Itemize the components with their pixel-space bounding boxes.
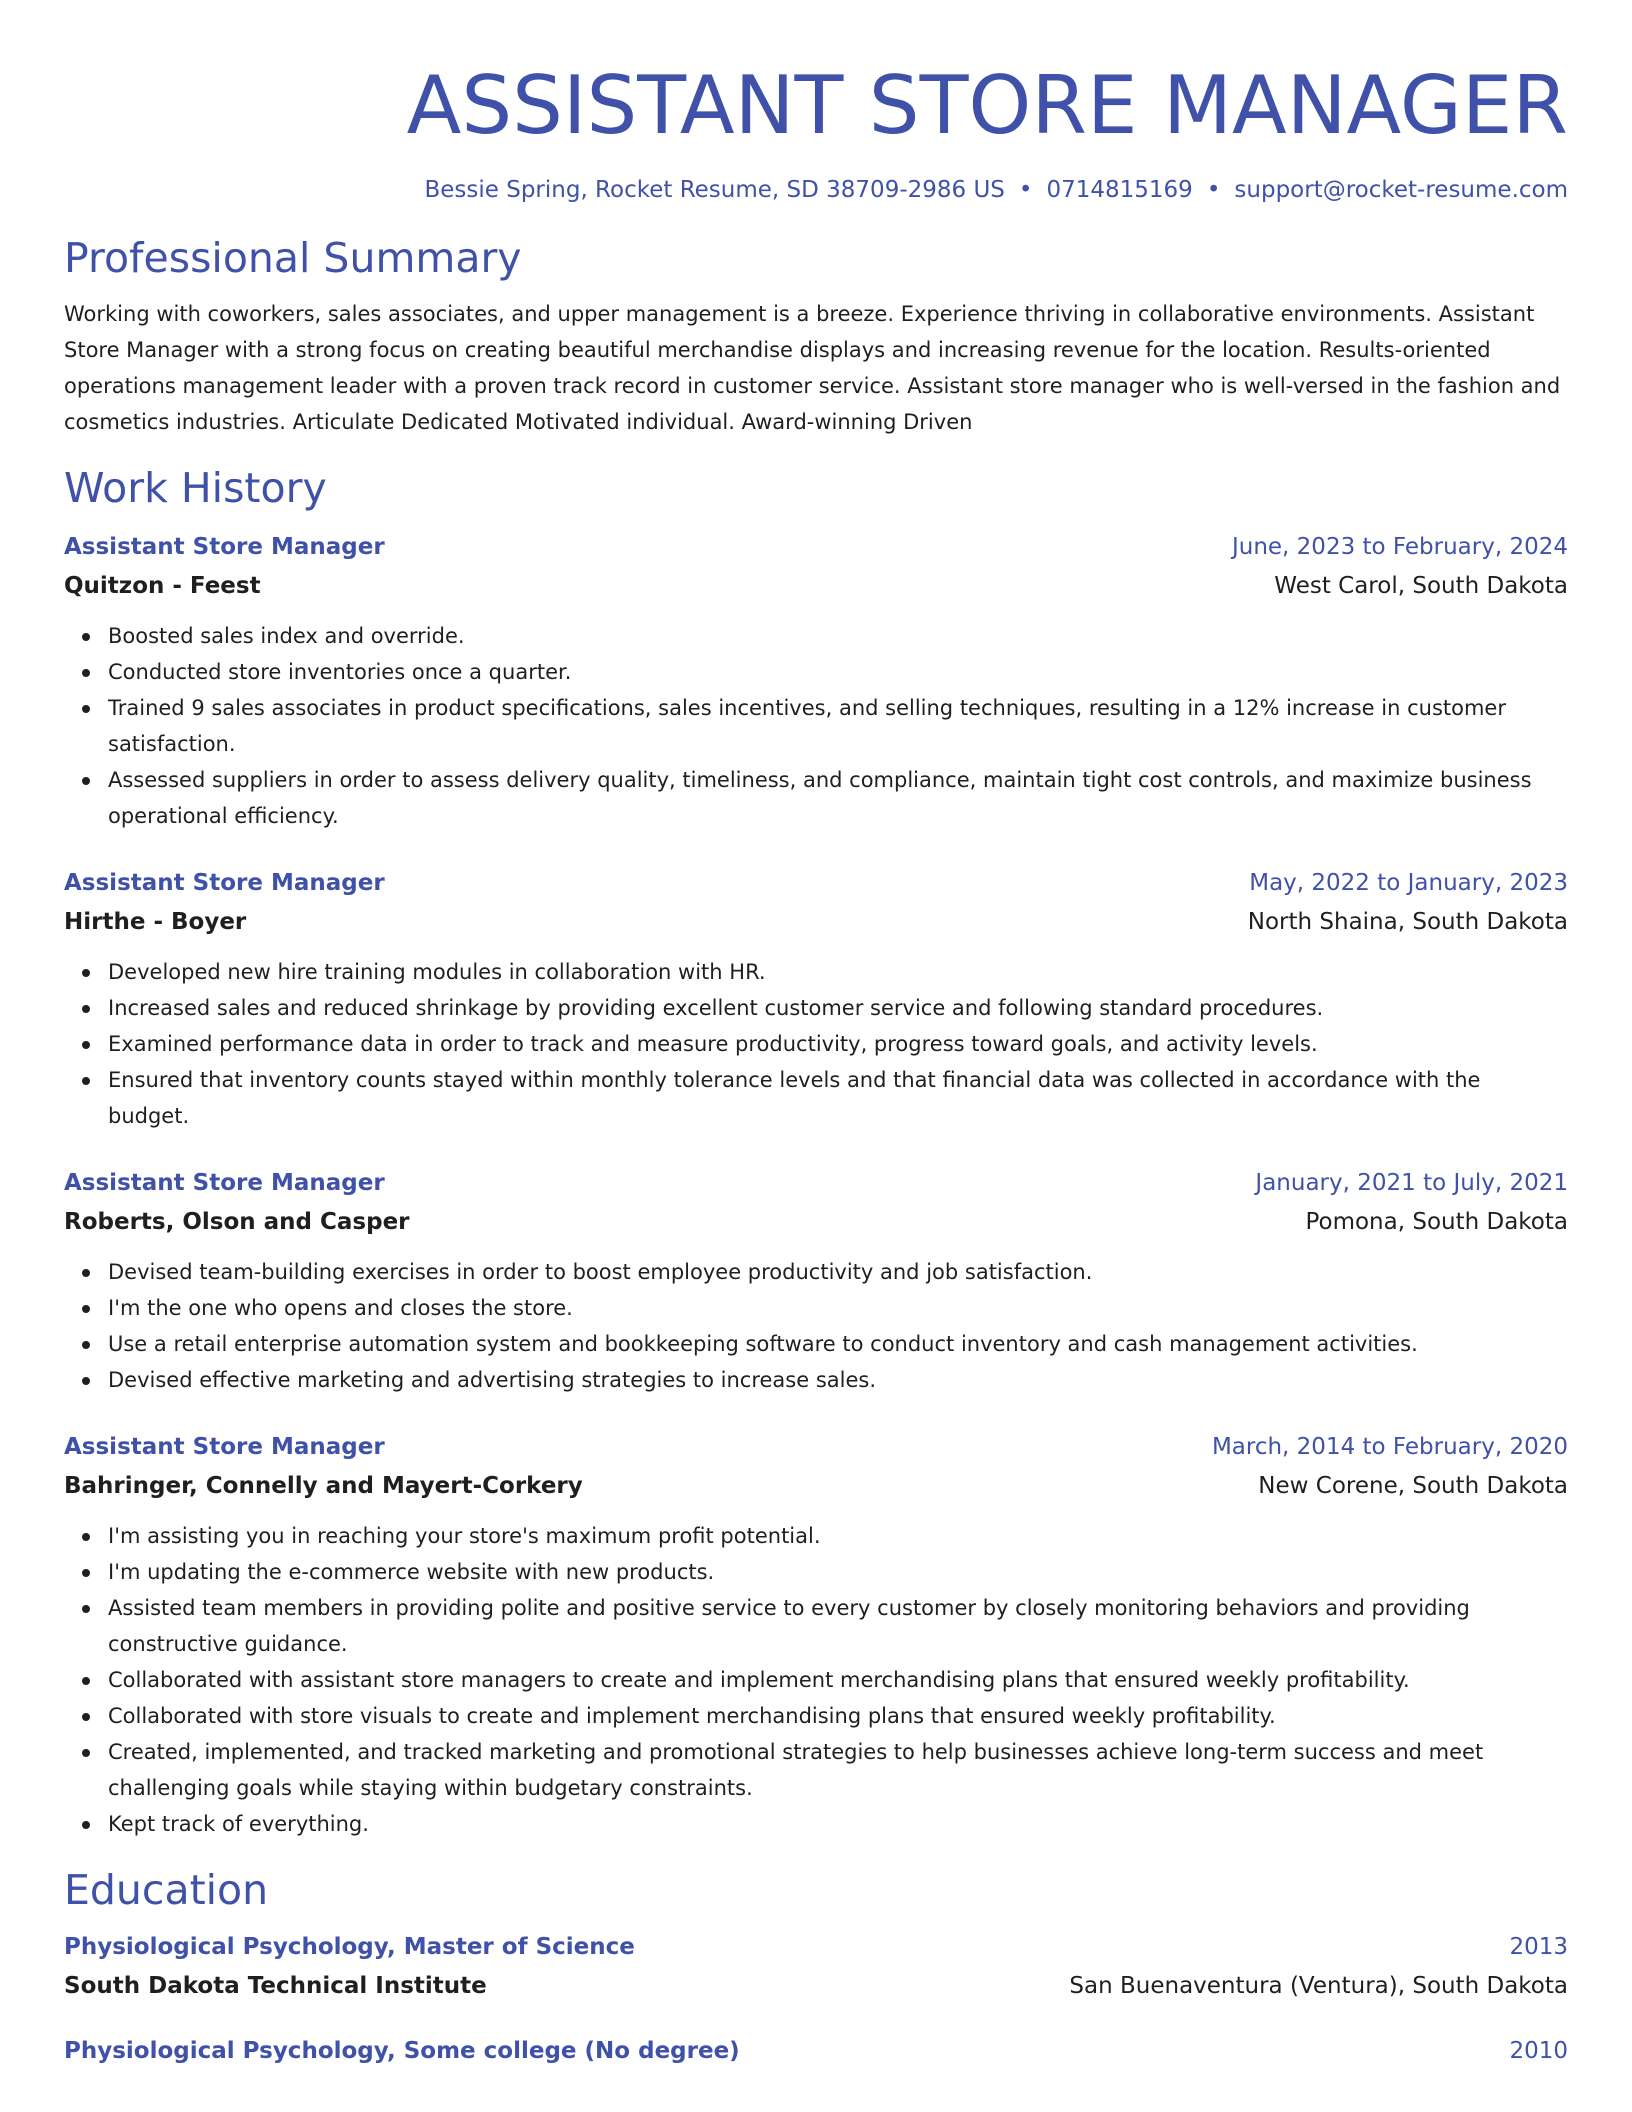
- job-bullet: Examined performance data in order to track and measure productivity, progress toward goals, and activity levels.: [108, 1026, 1568, 1062]
- work-history-heading: Work History: [64, 464, 327, 512]
- job-bullet: Trained 9 sales associates in product specifications, sales incentives, and selling techniques, resulting in a 12% increase in customer satisfaction.: [108, 690, 1568, 762]
- contact-separator: •: [1018, 177, 1033, 203]
- job-location: Pomona, South Dakota: [1305, 1209, 1568, 1235]
- job-bullet: Boosted sales index and override.: [108, 618, 1568, 654]
- job-entry: [64, 1164, 1568, 1398]
- job-bullet: I'm updating the e-commerce website with new products.: [108, 1554, 1568, 1590]
- summary-text: Working with coworkers, sales associates, and upper management is a breeze. Experience thriving in collaborative environments. Assistant Store Manager with a strong focus on creating beautiful merchandise displays and increasing revenue for the location. Results-oriented operations management leader with a proven track record in customer service. Assistant store manager who is well-versed in the fashion and cosmetics industries. Articulate Dedicated Motivated individual. Award-winning Driven: [64, 302, 1561, 434]
- education-degree: Physiological Psychology, Master of Science: [64, 1934, 635, 1960]
- job-bullets: [64, 1254, 1568, 1398]
- job-bullet: Developed new hire training modules in collaboration with HR.: [108, 954, 1568, 990]
- job-role: Assistant Store Manager: [64, 1170, 385, 1196]
- job-bullet: Devised team-building exercises in order to boost employee productivity and job satisfaction.: [108, 1254, 1568, 1290]
- contact-phone[interactable]: 0714815169: [1046, 177, 1193, 203]
- job-bullet: Kept track of everything.: [108, 1806, 1568, 1842]
- job-bullet: I'm assisting you in reaching your store's maximum profit potential.: [108, 1518, 1568, 1554]
- job-bullet: Conducted store inventories once a quarter.: [108, 654, 1568, 690]
- job-company: Bahringer, Connelly and Mayert-Corkery: [64, 1473, 583, 1499]
- resume-title: ASSISTANT STORE MANAGER: [406, 59, 1568, 152]
- job-location: New Corene, South Dakota: [1258, 1473, 1568, 1499]
- education-heading: Education: [64, 1866, 269, 1914]
- job-location: West Carol, South Dakota: [1274, 573, 1568, 599]
- education-year: 2013: [1509, 1934, 1568, 1960]
- contact-separator: •: [1206, 177, 1221, 203]
- job-bullet: Collaborated with store visuals to create and implement merchandising plans that ensured weekly profitability.: [108, 1698, 1568, 1734]
- job-dates: January, 2021 to July, 2021: [1255, 1170, 1568, 1196]
- job-bullets: [64, 618, 1568, 834]
- job-bullet: Assessed suppliers in order to assess delivery quality, timeliness, and compliance, maintain tight cost controls, and maximize business operational efficiency.: [108, 762, 1568, 834]
- contact-email[interactable]: support@rocket-resume.com: [1234, 177, 1568, 203]
- job-entry: [64, 864, 1568, 1134]
- job-company: Roberts, Olson and Casper: [64, 1209, 410, 1235]
- job-bullet: Assisted team members in providing polite and positive service to every customer by closely monitoring behaviors and providing constructive guidance.: [108, 1590, 1568, 1662]
- contact-address: Bessie Spring, Rocket Resume, SD 38709-2986 US: [424, 177, 1005, 203]
- job-bullet: Use a retail enterprise automation system and bookkeeping software to conduct inventory and cash management activities.: [108, 1326, 1568, 1362]
- job-role: Assistant Store Manager: [64, 870, 385, 896]
- education-location: San Buenaventura (Ventura), South Dakota: [1069, 1973, 1568, 1999]
- job-bullet: Increased sales and reduced shrinkage by providing excellent customer service and following standard procedures.: [108, 990, 1568, 1026]
- job-entry: [64, 1428, 1568, 1842]
- job-bullet: Created, implemented, and tracked marketing and promotional strategies to help businesses achieve long-term success and meet challenging goals while staying within budgetary constraints.: [108, 1734, 1568, 1806]
- job-dates: June, 2023 to February, 2024: [1231, 534, 1568, 560]
- education-year: 2010: [1509, 2038, 1568, 2064]
- summary-heading: Professional Summary: [64, 234, 522, 282]
- job-role: Assistant Store Manager: [64, 1434, 385, 1460]
- contact-line: [64, 174, 1568, 206]
- job-role: Assistant Store Manager: [64, 534, 385, 560]
- job-bullet: I'm the one who opens and closes the store.: [108, 1290, 1568, 1326]
- job-dates: March, 2014 to February, 2020: [1211, 1434, 1568, 1460]
- job-bullet: Collaborated with assistant store managers to create and implement merchandising plans that ensured weekly profitability.: [108, 1662, 1568, 1698]
- job-location: North Shaina, South Dakota: [1247, 909, 1568, 935]
- education-entry: [64, 2032, 1568, 2070]
- education-entry: [64, 1928, 1568, 2006]
- job-bullet: Ensured that inventory counts stayed within monthly tolerance levels and that financial data was collected in accordance with the budget.: [108, 1062, 1568, 1134]
- resume-page: [64, 0, 1568, 2070]
- job-entry: [64, 528, 1568, 834]
- job-bullets: [64, 1518, 1568, 1842]
- job-bullets: [64, 954, 1568, 1134]
- education-school: South Dakota Technical Institute: [64, 1973, 487, 1999]
- job-bullet: Devised effective marketing and advertising strategies to increase sales.: [108, 1362, 1568, 1398]
- education-degree: Physiological Psychology, Some college (No degree): [64, 2038, 740, 2064]
- job-company: Hirthe - Boyer: [64, 909, 247, 935]
- job-dates: May, 2022 to January, 2023: [1249, 870, 1568, 896]
- job-company: Quitzon - Feest: [64, 573, 261, 599]
